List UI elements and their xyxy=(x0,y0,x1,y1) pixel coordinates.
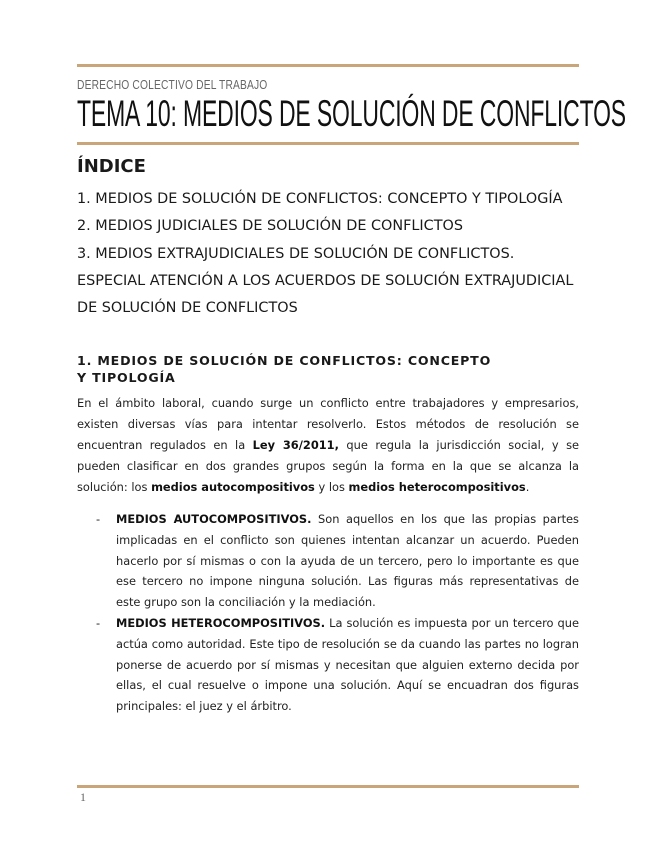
toc-item-3: 3. MEDIOS EXTRAJUDICIALES DE SOLUCIÓN DE CONFLICTOS. ESPECIAL ATENCIÓN A LOS ACUERDOS DE SOLUCIÓN EXTRAJUDICIAL DE SOLUCIÓN DE CONFLICTOS xyxy=(77,245,574,317)
toc-item-1: 1. MEDIOS DE SOLUCIÓN DE CONFLICTOS: CONCEPTO Y TIPOLOGÍA xyxy=(77,191,563,207)
table-of-contents xyxy=(77,186,579,322)
means-list xyxy=(77,509,579,717)
list-item xyxy=(77,613,579,717)
bullet-text: Son aquellos en los que las propias partes implicadas en el conflicto son quienes intentan alcanzar un acuerdo. Pueden hacerlo por sí mismas o con la ayuda de un tercero, pero lo importante es que ese tercero no impone ninguna solución. Las figuras más representativas de este grupo son la conciliación y la mediación. xyxy=(116,512,579,610)
dash-bullet: - xyxy=(96,615,101,630)
dash-bullet: - xyxy=(96,512,101,526)
section-1-heading: 1. MEDIOS DE SOLUCIÓN DE CONFLICTOS: CONCEPTO Y TIPOLOGÍA xyxy=(77,353,492,385)
footer-rule xyxy=(77,785,579,788)
title-rule xyxy=(77,142,579,145)
intro-text-1: En el ámbito laboral, cuando surge un conflicto entre trabajadores y empresarios, existen diversas vías para intentar resolverlo. Estos métodos de resolución se encuentran regulados en la xyxy=(77,396,579,452)
top-rule xyxy=(77,64,579,67)
term-heterocompositivos: medios heterocompositivos xyxy=(348,480,526,494)
bullet-text: La solución es impuesta por un tercero que actúa como autoridad. Este tipo de resolución se da cuando las partes no logran ponerse de acuerdo por sí mismas y necesitan que alguien externo decida por ellas, el cual resuelve o impone una solución. Aquí se encuadran dos figuras principales: el juez y el árbitro. xyxy=(116,615,580,714)
intro-text-2: que regula la jurisdicción social, y se pueden clasificar en dos grandes grupos según la forma en la que se alcanza la solución: los xyxy=(77,438,580,494)
course-label: DERECHO COLECTIVO DEL TRABAJO xyxy=(77,78,268,92)
term-autocompositivos: medios autocompositivos xyxy=(151,480,315,494)
intro-text-4: . xyxy=(525,480,530,494)
page-title: TEMA 10: MEDIOS DE SOLUCIÓN DE CONFLICTOS xyxy=(77,93,626,134)
page-number: 1 xyxy=(80,790,86,804)
bullet-term: MEDIOS HETEROCOMPOSITIVOS. xyxy=(116,615,326,630)
law-reference: Ley 36/2011, xyxy=(252,438,339,452)
bullet-term: MEDIOS AUTOCOMPOSITIVOS. xyxy=(116,512,312,526)
index-heading: ÍNDICE xyxy=(77,156,146,177)
list-item xyxy=(77,509,579,613)
intro-paragraph xyxy=(77,393,579,498)
intro-text-3: y los xyxy=(314,480,349,494)
toc-item-2: 2. MEDIOS JUDICIALES DE SOLUCIÓN DE CONFLICTOS xyxy=(77,218,463,235)
